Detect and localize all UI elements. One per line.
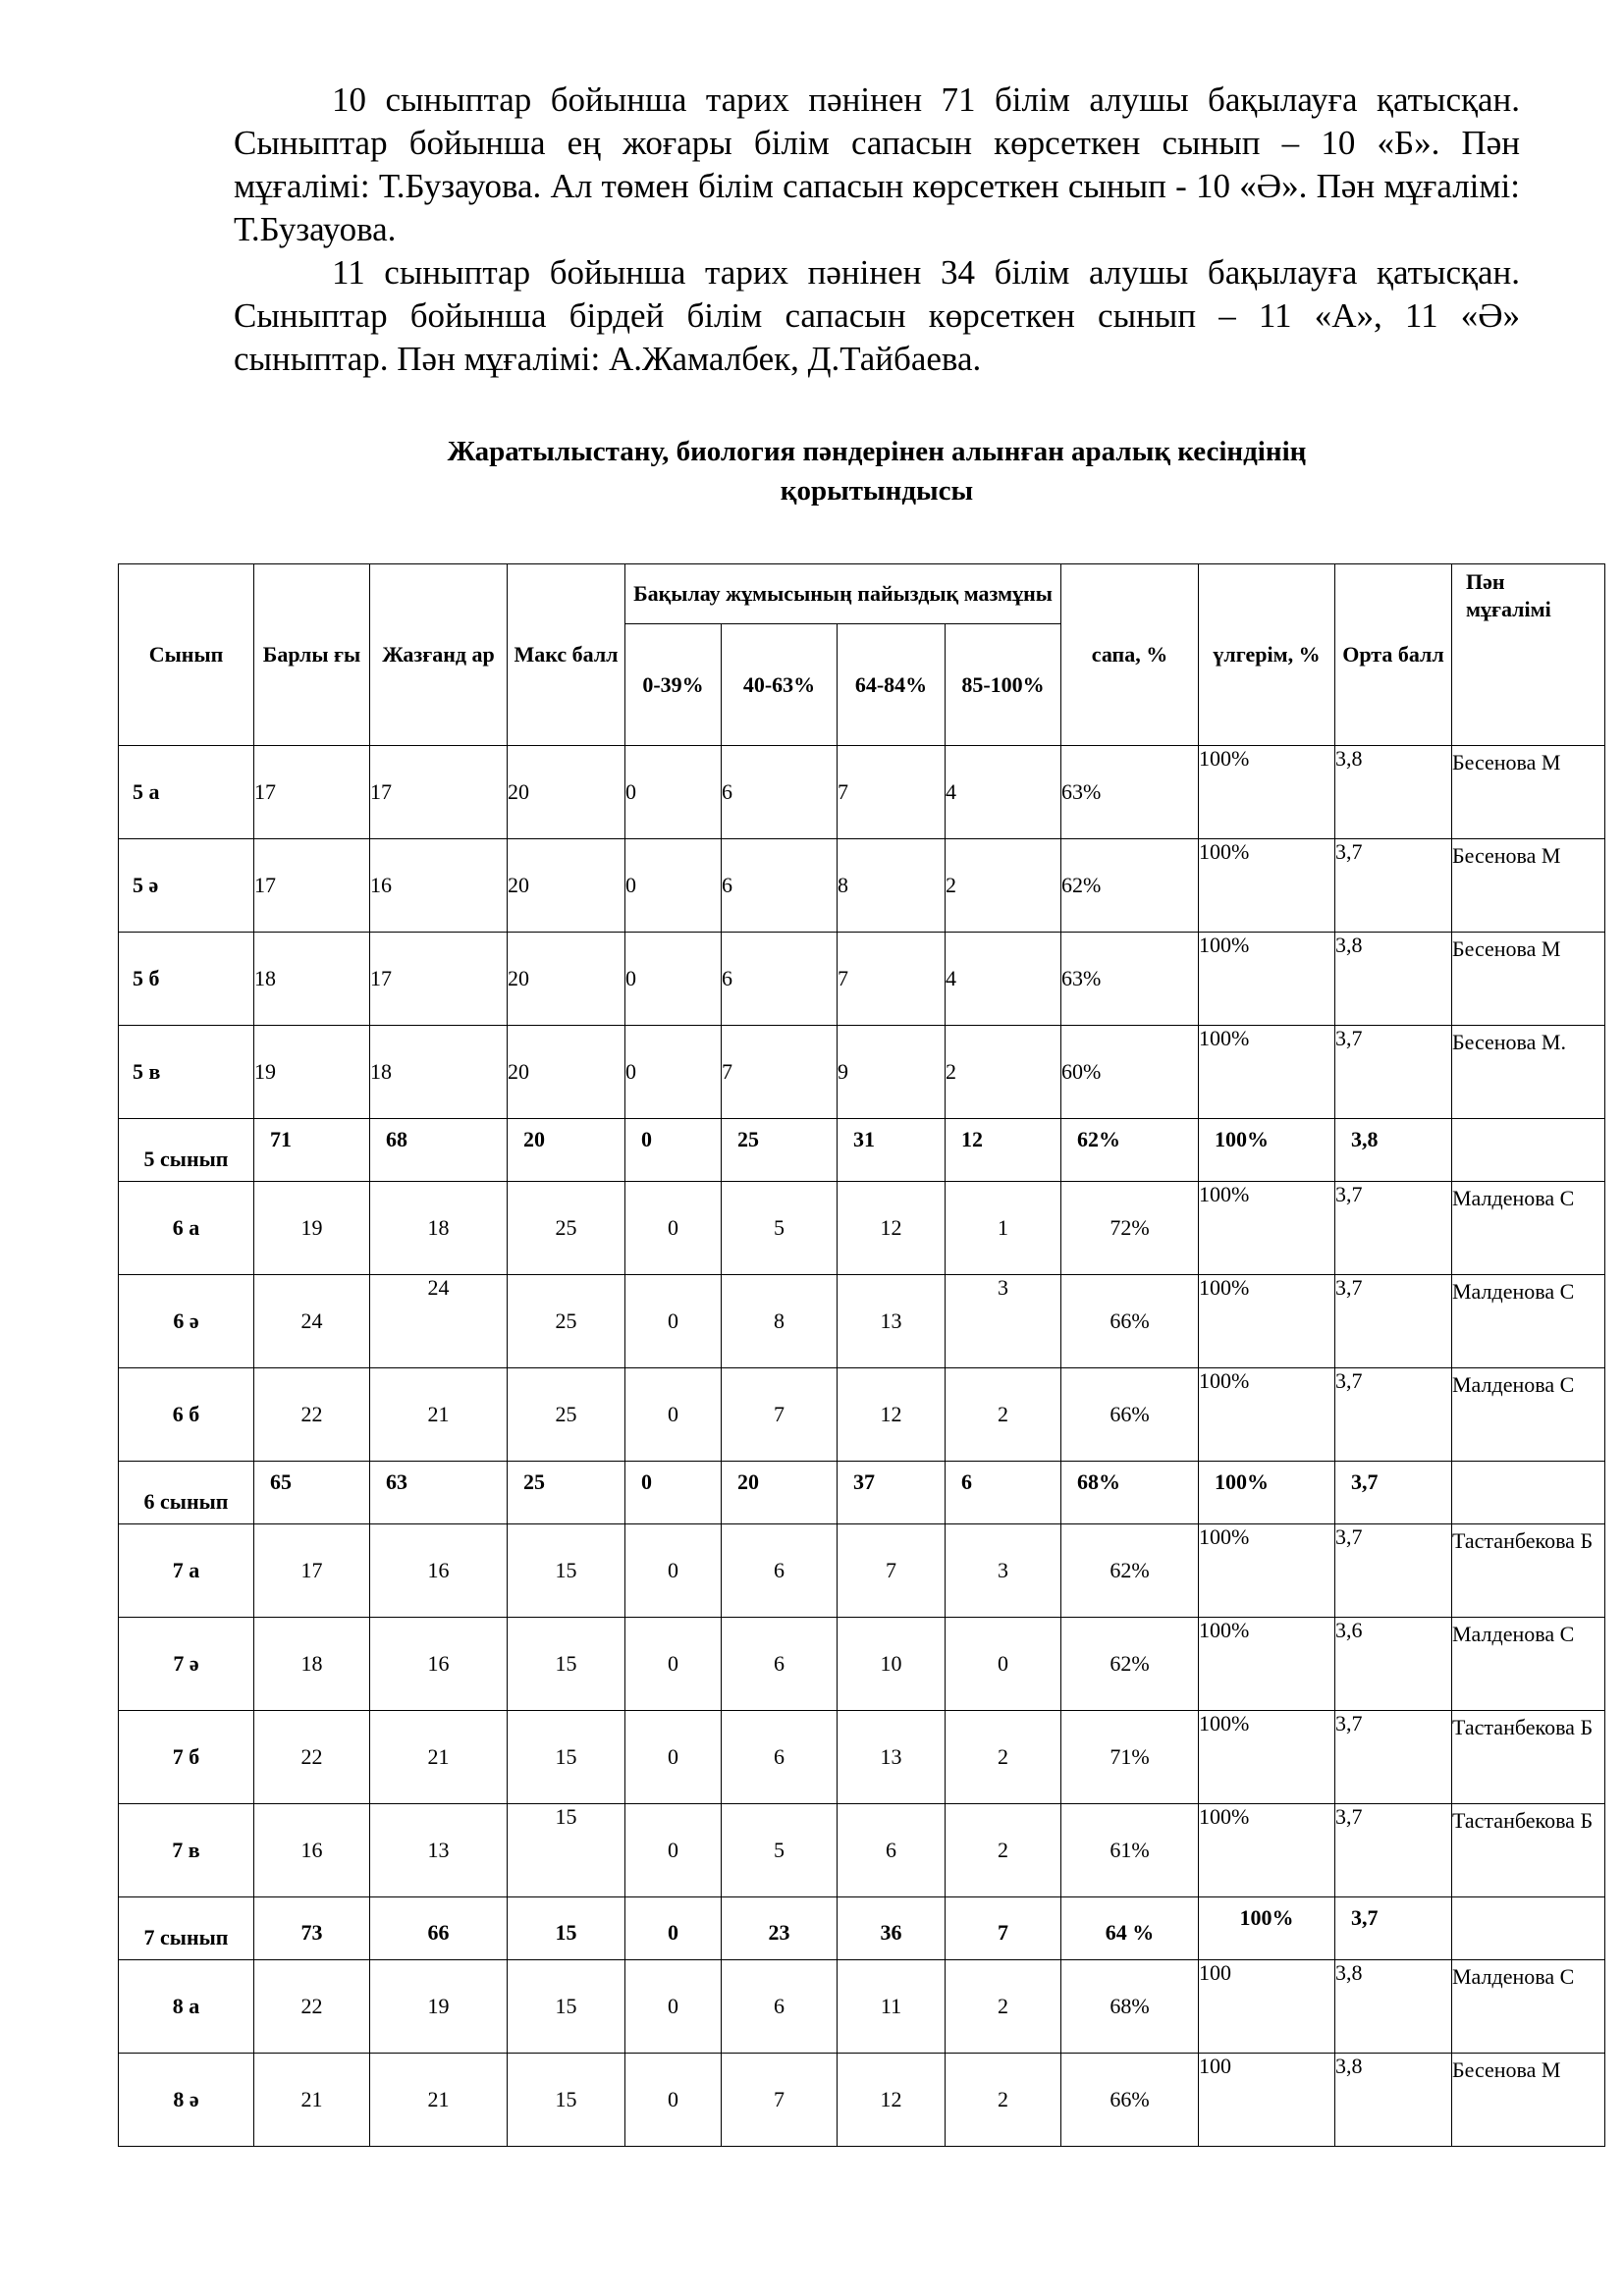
written-cell: 17 <box>370 746 508 839</box>
range4-cell: 2 <box>946 1804 1061 1897</box>
written-cell: 18 <box>370 1026 508 1119</box>
avg-cell: 3,8 <box>1335 933 1452 1026</box>
class-cell: 5 в <box>119 1026 254 1119</box>
range4-cell: 2 <box>946 1960 1061 2054</box>
avg-cell: 3,7 <box>1335 1462 1452 1524</box>
quality-cell: 62% <box>1061 1119 1199 1182</box>
range2-cell: 6 <box>722 839 838 933</box>
class-cell: 5 б <box>119 933 254 1026</box>
quality-cell: 62% <box>1061 839 1199 933</box>
avg-cell: 3,7 <box>1335 1804 1452 1897</box>
range4-cell: 12 <box>946 1119 1061 1182</box>
avg-cell: 3,7 <box>1335 1368 1452 1462</box>
teacher-cell: Малденова С <box>1452 1960 1605 2054</box>
total-cell: 19 <box>254 1182 370 1275</box>
avg-cell: 3,7 <box>1335 1182 1452 1275</box>
range1-cell: 0 <box>625 1618 722 1711</box>
avg-cell: 3,6 <box>1335 1618 1452 1711</box>
max-cell: 25 <box>508 1275 625 1368</box>
teacher-cell <box>1452 1897 1605 1960</box>
avg-cell: 3,7 <box>1335 1275 1452 1368</box>
paragraph-first-line: 11 сыныптар бойынша тарих пәнінен 34 білім алушы бақылауға <box>332 253 1358 292</box>
teacher-cell <box>1452 1119 1605 1182</box>
range4-cell: 0 <box>946 1618 1061 1711</box>
quality-cell: 60% <box>1061 1026 1199 1119</box>
header-range-40-63: 40-63% <box>722 624 838 746</box>
range1-cell: 0 <box>625 746 722 839</box>
header-avg: Орта балл <box>1335 564 1452 746</box>
avg-cell: 3,7 <box>1335 1897 1452 1960</box>
teacher-cell: Малденова С <box>1452 1182 1605 1275</box>
written-cell: 66 <box>370 1897 508 1960</box>
table-row <box>119 1275 1605 1368</box>
quality-cell: 63% <box>1061 746 1199 839</box>
range3-cell: 7 <box>838 746 946 839</box>
table-row <box>119 2054 1605 2147</box>
quality-cell: 66% <box>1061 2054 1199 2147</box>
written-cell: 16 <box>370 839 508 933</box>
total-cell: 22 <box>254 1368 370 1462</box>
avg-cell: 3,8 <box>1335 1960 1452 2054</box>
quality-cell: 66% <box>1061 1368 1199 1462</box>
class-cell: 7 б <box>119 1711 254 1804</box>
avg-cell: 3,8 <box>1335 2054 1452 2147</box>
written-cell: 63 <box>370 1462 508 1524</box>
written-cell: 21 <box>370 1368 508 1462</box>
total-cell: 24 <box>254 1275 370 1368</box>
class-cell: 5 а <box>119 746 254 839</box>
range3-cell: 7 <box>838 1524 946 1618</box>
max-cell: 20 <box>508 839 625 933</box>
range2-cell: 6 <box>722 1711 838 1804</box>
max-cell: 20 <box>508 1026 625 1119</box>
range2-cell: 6 <box>722 1524 838 1618</box>
teacher-cell: Тастанбекова Б <box>1452 1804 1605 1897</box>
quality-cell: 72% <box>1061 1182 1199 1275</box>
teacher-cell: Бесенова М <box>1452 746 1605 839</box>
range1-cell: 0 <box>625 933 722 1026</box>
class-cell: 5 сынып <box>119 1119 254 1182</box>
class-cell: 6 ә <box>119 1275 254 1368</box>
range1-cell: 0 <box>625 2054 722 2147</box>
header-row-top <box>119 564 1605 624</box>
max-cell: 15 <box>508 1618 625 1711</box>
written-cell: 17 <box>370 933 508 1026</box>
header-max: Макс балл <box>508 564 625 746</box>
quality-cell: 62% <box>1061 1524 1199 1618</box>
progress-cell: 100% <box>1199 839 1335 933</box>
total-cell: 18 <box>254 1618 370 1711</box>
table-row <box>119 1618 1605 1711</box>
total-cell: 65 <box>254 1462 370 1524</box>
max-cell: 15 <box>508 1711 625 1804</box>
written-cell: 68 <box>370 1119 508 1182</box>
range2-cell: 7 <box>722 1026 838 1119</box>
range2-cell: 8 <box>722 1275 838 1368</box>
range4-cell: 3 <box>946 1524 1061 1618</box>
heading-line-2: қорытындысы <box>780 475 974 507</box>
range3-cell: 8 <box>838 839 946 933</box>
teacher-cell <box>1452 1462 1605 1524</box>
range4-cell: 2 <box>946 1711 1061 1804</box>
range2-cell: 6 <box>722 746 838 839</box>
progress-cell: 100 <box>1199 1960 1335 2054</box>
total-cell: 22 <box>254 1711 370 1804</box>
written-cell: 19 <box>370 1960 508 2054</box>
teacher-cell: Тастанбекова Б <box>1452 1524 1605 1618</box>
header-range-0-39: 0-39% <box>625 624 722 746</box>
max-cell: 25 <box>508 1462 625 1524</box>
progress-cell: 100% <box>1199 1897 1335 1960</box>
table-row <box>119 1960 1605 2054</box>
range1-cell: 0 <box>625 1711 722 1804</box>
teacher-cell: Бесенова М. <box>1452 1026 1605 1119</box>
progress-cell: 100% <box>1199 1026 1335 1119</box>
table-row <box>119 933 1605 1026</box>
progress-cell: 100% <box>1199 1618 1335 1711</box>
range1-cell: 0 <box>625 1182 722 1275</box>
max-cell: 25 <box>508 1368 625 1462</box>
teacher-cell: Малденова С <box>1452 1618 1605 1711</box>
max-cell: 20 <box>508 1119 625 1182</box>
range4-cell: 4 <box>946 746 1061 839</box>
max-cell: 15 <box>508 1524 625 1618</box>
header-class: Сынып <box>119 564 254 746</box>
range4-cell: 7 <box>946 1897 1061 1960</box>
range3-cell: 9 <box>838 1026 946 1119</box>
avg-cell: 3,8 <box>1335 746 1452 839</box>
range1-cell: 0 <box>625 1368 722 1462</box>
total-cell: 17 <box>254 839 370 933</box>
teacher-cell: Бесенова М <box>1452 2054 1605 2147</box>
header-quality: сапа, % <box>1061 564 1199 746</box>
range3-cell: 13 <box>838 1711 946 1804</box>
class-cell: 6 б <box>119 1368 254 1462</box>
range2-cell: 6 <box>722 1960 838 2054</box>
written-cell: 13 <box>370 1804 508 1897</box>
table-row-summary <box>119 1897 1605 1960</box>
range2-cell: 5 <box>722 1182 838 1275</box>
total-cell: 71 <box>254 1119 370 1182</box>
table-row-summary <box>119 1462 1605 1524</box>
avg-cell: 3,7 <box>1335 1711 1452 1804</box>
range3-cell: 36 <box>838 1897 946 1960</box>
paragraph-grade-10 <box>234 79 1520 251</box>
results-table <box>118 563 1605 2147</box>
range2-cell: 20 <box>722 1462 838 1524</box>
range3-cell: 12 <box>838 1182 946 1275</box>
range4-cell: 1 <box>946 1182 1061 1275</box>
quality-cell: 71% <box>1061 1711 1199 1804</box>
total-cell: 17 <box>254 746 370 839</box>
progress-cell: 100% <box>1199 1462 1335 1524</box>
quality-cell: 62% <box>1061 1618 1199 1711</box>
max-cell: 15 <box>508 1897 625 1960</box>
range1-cell: 0 <box>625 1804 722 1897</box>
max-cell: 15 <box>508 1960 625 2054</box>
teacher-cell: Малденова С <box>1452 1275 1605 1368</box>
total-cell: 16 <box>254 1804 370 1897</box>
quality-cell: 68% <box>1061 1960 1199 2054</box>
max-cell: 25 <box>508 1182 625 1275</box>
max-cell: 15 <box>508 2054 625 2147</box>
header-range-64-84: 64-84% <box>838 624 946 746</box>
teacher-cell: Малденова С <box>1452 1368 1605 1462</box>
range3-cell: 10 <box>838 1618 946 1711</box>
class-cell: 7 а <box>119 1524 254 1618</box>
avg-cell: 3,7 <box>1335 1026 1452 1119</box>
paragraph-grade-11 <box>234 251 1520 381</box>
range4-cell: 2 <box>946 1368 1061 1462</box>
max-cell: 20 <box>508 933 625 1026</box>
header-total: Барлы ғы <box>254 564 370 746</box>
table-row <box>119 1524 1605 1618</box>
written-cell: 16 <box>370 1618 508 1711</box>
progress-cell: 100% <box>1199 933 1335 1026</box>
progress-cell: 100 <box>1199 2054 1335 2147</box>
written-cell: 18 <box>370 1182 508 1275</box>
progress-cell: 100% <box>1199 1804 1335 1897</box>
total-cell: 22 <box>254 1960 370 2054</box>
range2-cell: 25 <box>722 1119 838 1182</box>
table-heading <box>234 432 1520 510</box>
range3-cell: 7 <box>838 933 946 1026</box>
progress-cell: 100% <box>1199 1182 1335 1275</box>
range1-cell: 0 <box>625 1119 722 1182</box>
table-row <box>119 1804 1605 1897</box>
class-cell: 8 а <box>119 1960 254 2054</box>
total-cell: 17 <box>254 1524 370 1618</box>
class-cell: 6 сынып <box>119 1462 254 1524</box>
class-cell: 8 ә <box>119 2054 254 2147</box>
progress-cell: 100% <box>1199 1119 1335 1182</box>
total-cell: 73 <box>254 1897 370 1960</box>
class-cell: 7 ә <box>119 1618 254 1711</box>
table-row <box>119 1368 1605 1462</box>
written-cell: 16 <box>370 1524 508 1618</box>
range1-cell: 0 <box>625 1026 722 1119</box>
table-row <box>119 1026 1605 1119</box>
quality-cell: 66% <box>1061 1275 1199 1368</box>
progress-cell: 100% <box>1199 1275 1335 1368</box>
header-teacher: Пән мұғалімі <box>1452 564 1605 746</box>
table-row <box>119 746 1605 839</box>
quality-cell: 61% <box>1061 1804 1199 1897</box>
quality-cell: 64 % <box>1061 1897 1199 1960</box>
total-cell: 19 <box>254 1026 370 1119</box>
range2-cell: 7 <box>722 2054 838 2147</box>
paragraph-first-line: 10 сыныптар бойынша тарих пәнінен 71 білім алушы бақылауға <box>332 80 1358 119</box>
range1-cell: 0 <box>625 839 722 933</box>
range2-cell: 7 <box>722 1368 838 1462</box>
table-row <box>119 1711 1605 1804</box>
class-cell: 6 а <box>119 1182 254 1275</box>
paragraph-rest: қатысқан. Сыныптар бойынша ең жоғары білім сапасын көрсеткен сынып – 10 «Б». Пән мұғалімі: Т.Бузауова. Ал төмен білім сапасын көрсеткен сынып - 10 «Ә». Пән мұғалімі: Т.Бузауова. <box>234 80 1520 248</box>
range3-cell: 6 <box>838 1804 946 1897</box>
max-cell: 15 <box>508 1804 625 1897</box>
table-row <box>119 1182 1605 1275</box>
heading-line-1: Жаратылыстану, биология пәндерінен алынған аралық кесіндінің <box>447 436 1307 467</box>
range2-cell: 6 <box>722 1618 838 1711</box>
range1-cell: 0 <box>625 1275 722 1368</box>
teacher-cell: Тастанбекова Б <box>1452 1711 1605 1804</box>
range4-cell: 6 <box>946 1462 1061 1524</box>
range2-cell: 6 <box>722 933 838 1026</box>
range4-cell: 4 <box>946 933 1061 1026</box>
range1-cell: 0 <box>625 1462 722 1524</box>
range3-cell: 37 <box>838 1462 946 1524</box>
range2-cell: 23 <box>722 1897 838 1960</box>
range1-cell: 0 <box>625 1960 722 2054</box>
header-written: Жазғанд ар <box>370 564 508 746</box>
paragraph-rest: қатысқан. Сыныптар бойынша бірдей білім сапасын көрсеткен сынып – 11 «А», 11 «Ә» сыныптар. Пән мұғалімі: А.Жамалбек, Д.Тайбаева. <box>234 253 1521 378</box>
range4-cell: 3 <box>946 1275 1061 1368</box>
avg-cell: 3,7 <box>1335 1524 1452 1618</box>
progress-cell: 100% <box>1199 1711 1335 1804</box>
range1-cell: 0 <box>625 1897 722 1960</box>
teacher-cell: Бесенова М <box>1452 839 1605 933</box>
range3-cell: 12 <box>838 2054 946 2147</box>
header-progress: үлгерім, % <box>1199 564 1335 746</box>
teacher-cell: Бесенова М <box>1452 933 1605 1026</box>
written-cell: 24 <box>370 1275 508 1368</box>
table-row <box>119 839 1605 933</box>
range3-cell: 12 <box>838 1368 946 1462</box>
total-cell: 21 <box>254 2054 370 2147</box>
header-percent-group: Бақылау жұмысының пайыздық мазмұны <box>625 564 1061 624</box>
progress-cell: 100% <box>1199 1368 1335 1462</box>
quality-cell: 63% <box>1061 933 1199 1026</box>
range4-cell: 2 <box>946 839 1061 933</box>
range4-cell: 2 <box>946 1026 1061 1119</box>
class-cell: 7 в <box>119 1804 254 1897</box>
range3-cell: 31 <box>838 1119 946 1182</box>
range4-cell: 2 <box>946 2054 1061 2147</box>
header-range-85-100: 85-100% <box>946 624 1061 746</box>
class-cell: 7 сынып <box>119 1897 254 1960</box>
quality-cell: 68% <box>1061 1462 1199 1524</box>
range2-cell: 5 <box>722 1804 838 1897</box>
avg-cell: 3,8 <box>1335 1119 1452 1182</box>
avg-cell: 3,7 <box>1335 839 1452 933</box>
range1-cell: 0 <box>625 1524 722 1618</box>
progress-cell: 100% <box>1199 746 1335 839</box>
table-row-summary <box>119 1119 1605 1182</box>
progress-cell: 100% <box>1199 1524 1335 1618</box>
max-cell: 20 <box>508 746 625 839</box>
written-cell: 21 <box>370 1711 508 1804</box>
class-cell: 5 ә <box>119 839 254 933</box>
total-cell: 18 <box>254 933 370 1026</box>
written-cell: 21 <box>370 2054 508 2147</box>
range3-cell: 11 <box>838 1960 946 2054</box>
range3-cell: 13 <box>838 1275 946 1368</box>
